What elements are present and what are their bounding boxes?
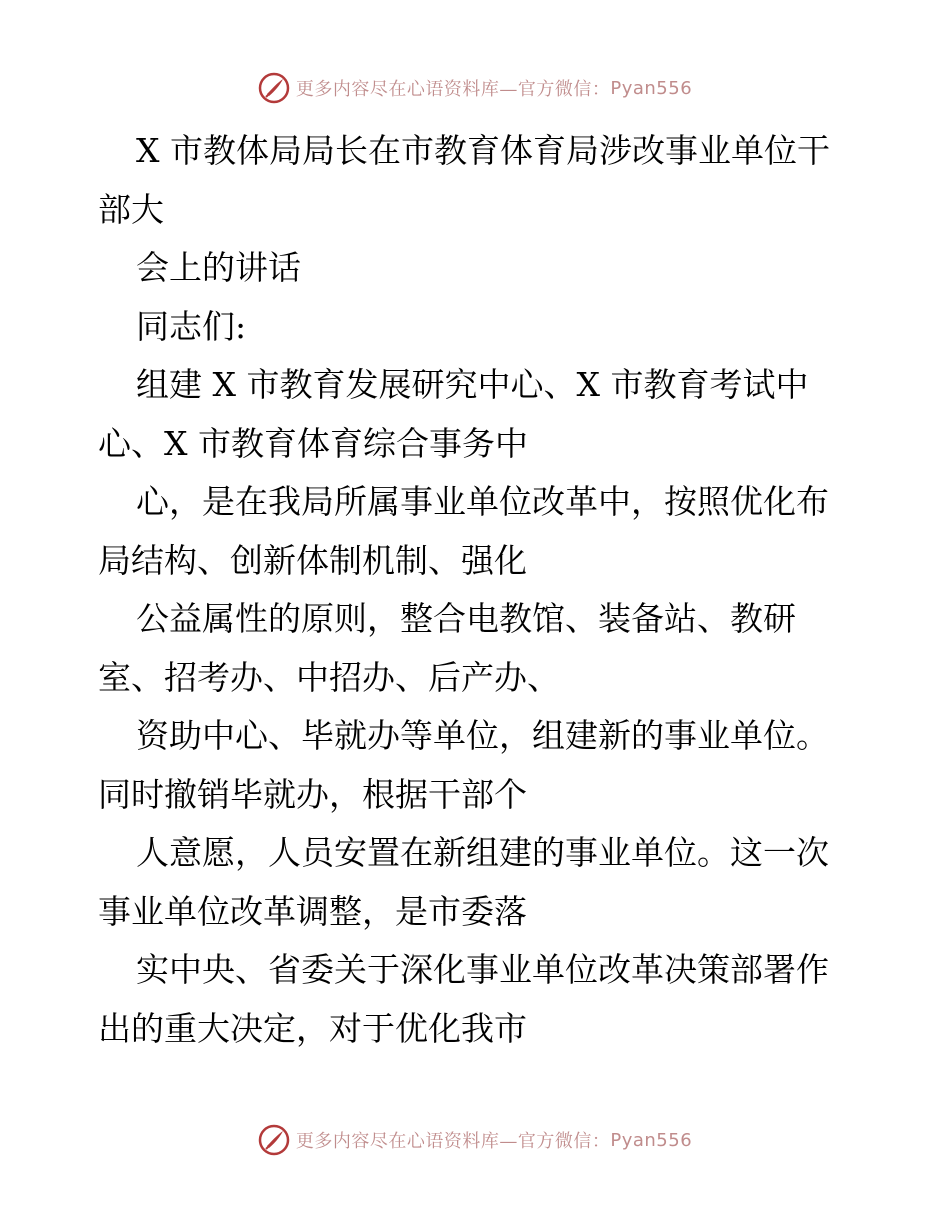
paragraph-line: 组建 X 市教育发展研究中心、X 市教育考试中	[136, 365, 809, 404]
title-line-3: 会上的讲话	[136, 248, 301, 287]
document-body	[98, 122, 858, 1058]
title-line-2: 部大	[98, 189, 164, 229]
paragraph-line: 实中央、省委关于深化事业单位改革决策部署作	[136, 950, 829, 989]
salutation: 同志们:	[136, 306, 247, 346]
paragraph-line: 公益属性的原则，整合电教馆、装备站、教研	[136, 599, 796, 638]
watermark-wechat-id: Pyan556	[610, 77, 693, 99]
quill-logo-icon	[258, 1124, 290, 1156]
footer-watermark	[0, 1124, 950, 1156]
paragraph-line: 资助中心、毕就办等单位，组建新的事业单位。	[136, 716, 829, 755]
quill-logo-icon	[258, 72, 290, 104]
paragraph-line: 局结构、创新体制机制、强化	[98, 540, 527, 580]
paragraph-line: 室、招考办、中招办、后产办、	[98, 657, 560, 697]
paragraph-line: 同时撤销毕就办，根据干部个	[98, 774, 527, 814]
paragraph-line: 事业单位改革调整，是市委落	[98, 891, 527, 931]
paragraph-line: 人意愿，人员安置在新组建的事业单位。这一次	[136, 833, 829, 872]
watermark-text: 更多内容尽在心语资料库—官方微信：	[295, 1131, 611, 1152]
paragraph-line: 出的重大决定，对于优化我市	[98, 1008, 527, 1048]
title-line-1: X 市教体局局长在市教育体育局涉改事业单位干	[136, 131, 830, 170]
paragraph-line: 心，是在我局所属事业单位改革中，按照优化布	[136, 482, 829, 521]
watermark-text: 更多内容尽在心语资料库—官方微信：	[295, 79, 611, 100]
paragraph-line: 心、X 市教育体育综合事务中	[98, 423, 528, 463]
header-watermark	[0, 72, 950, 104]
watermark-wechat-id: Pyan556	[610, 1129, 693, 1151]
